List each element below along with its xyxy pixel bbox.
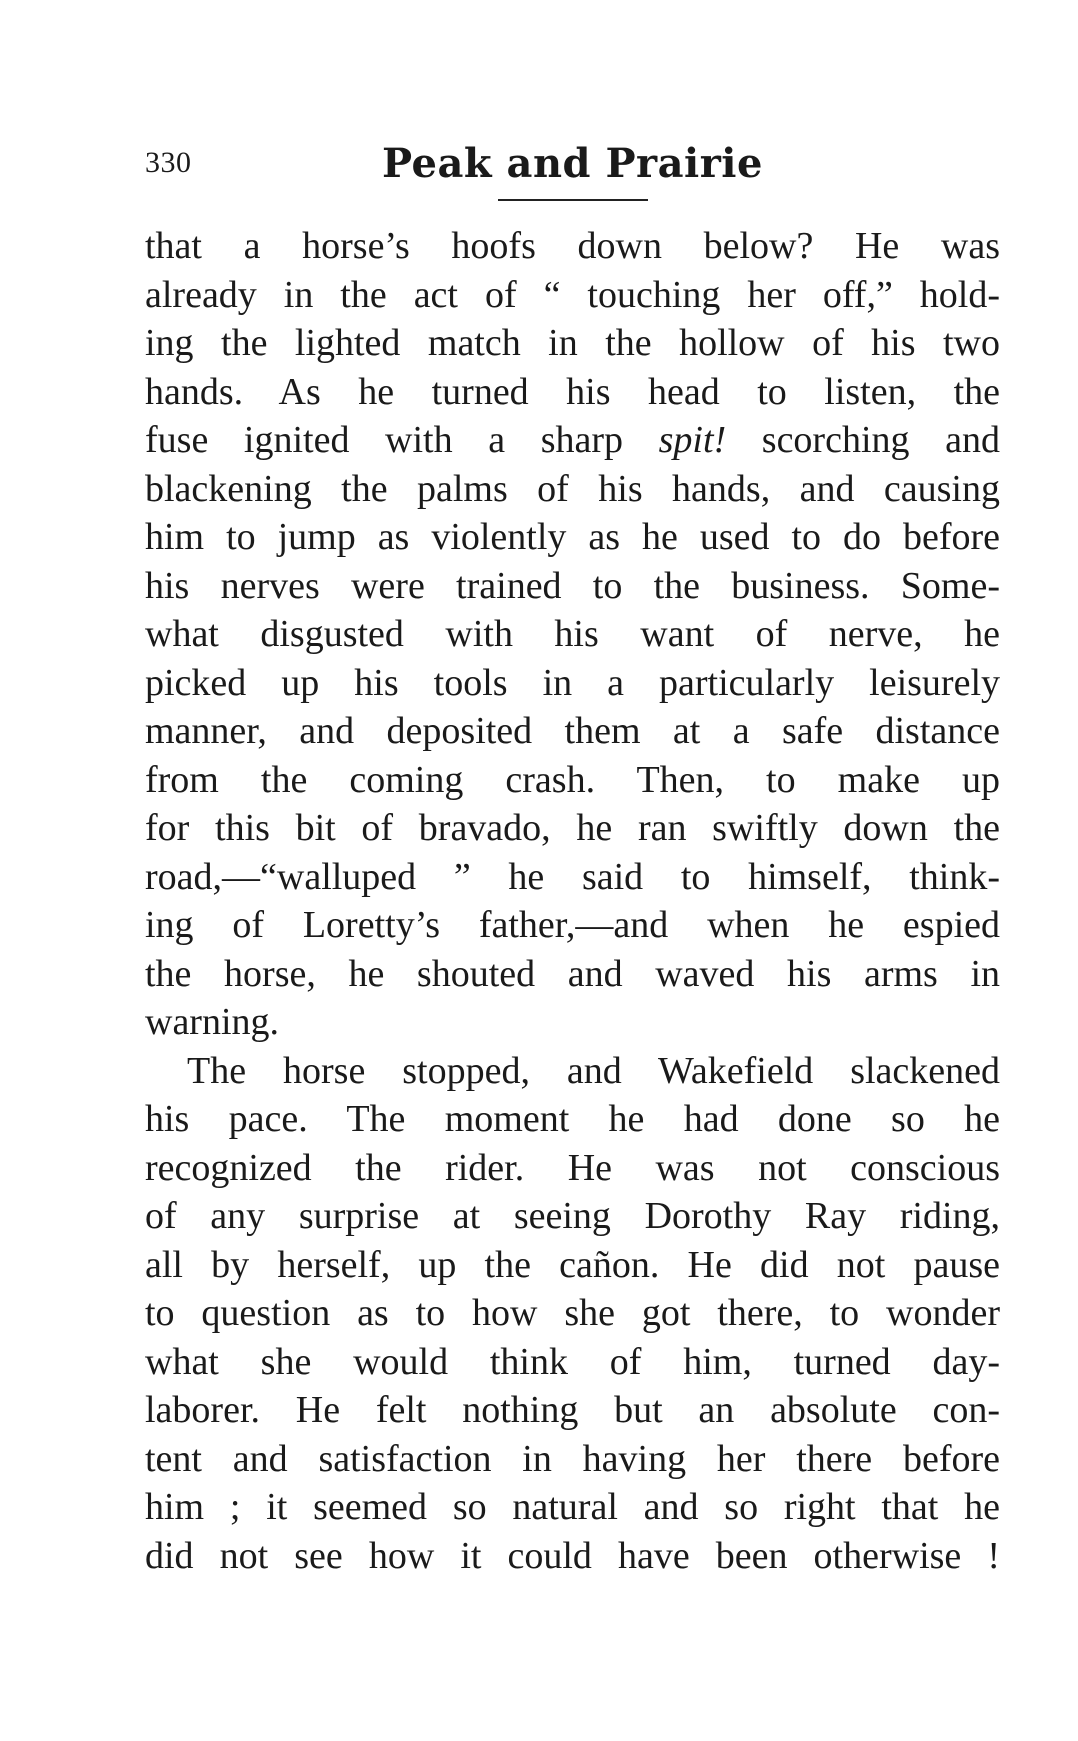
text-line: ing of Loretty’s father,—and when he espied [145, 904, 1000, 946]
emphasis-spit: spit! [658, 419, 727, 461]
text-line: did not see how it could have been otherwise ! [145, 1534, 1000, 1577]
paragraph-1 [145, 222, 1000, 1047]
title-rule [498, 199, 648, 201]
text-line [145, 416, 1000, 465]
text-line: tent and satisfaction in having her there before [145, 1437, 1000, 1480]
text-line: road,—“walluped ” he said to himself, think- [145, 855, 1000, 898]
text-line: warning. [145, 1001, 280, 1043]
text-line: picked up his tools in a particularly leisurely [145, 661, 1000, 704]
text-line: what disgusted with his want of nerve, he [145, 613, 1000, 655]
text-line: all by herself, up the cañon. He did not pause [145, 1243, 1000, 1286]
text-line: recognized the rider. He was not conscious [145, 1146, 1000, 1189]
page-number: 330 [145, 146, 192, 179]
text-line: from the coming crash. Then, to make up [145, 758, 1000, 801]
text-line: what she would think of him, turned day- [145, 1340, 1000, 1383]
paragraph-2 [145, 1047, 1000, 1581]
text-line: him to jump as violently as he used to do before [145, 516, 1000, 558]
text-segment: scorching and [726, 419, 1000, 461]
text-line: manner, and deposited them at a safe distance [145, 710, 1000, 752]
text-line: his pace. The moment he had done so he [145, 1098, 1000, 1140]
text-line: already in the act of “ touching her off,” hold- [145, 273, 1000, 316]
text-segment: fuse ignited with a sharp [145, 419, 659, 461]
text-line: the horse, he shouted and waved his arms in [145, 952, 1000, 995]
text-line: that a horse’s hoofs down below? He was [145, 225, 1000, 267]
text-line: laborer. He felt nothing but an absolute con- [145, 1389, 1000, 1431]
text-line: for this bit of bravado, he ran swiftly down the [145, 807, 1000, 849]
text-line: hands. As he turned his head to listen, the [145, 370, 1000, 413]
text-line: blackening the palms of his hands, and causing [145, 467, 1000, 510]
running-title: Peak and Prairie [382, 140, 763, 187]
text-line: his nerves were trained to the business. Some- [145, 564, 1000, 607]
text-line: him ; it seemed so natural and so right that he [145, 1486, 1000, 1528]
page-header [145, 140, 1000, 190]
text-line: of any surprise at seeing Dorothy Ray riding, [145, 1195, 1000, 1237]
text-line: The horse stopped, and Wakefield slackened [187, 1049, 1000, 1092]
body-text [145, 222, 1000, 1580]
text-line: to question as to how she got there, to wonder [145, 1292, 1000, 1334]
text-line: ing the lighted match in the hollow of his two [145, 322, 1000, 364]
